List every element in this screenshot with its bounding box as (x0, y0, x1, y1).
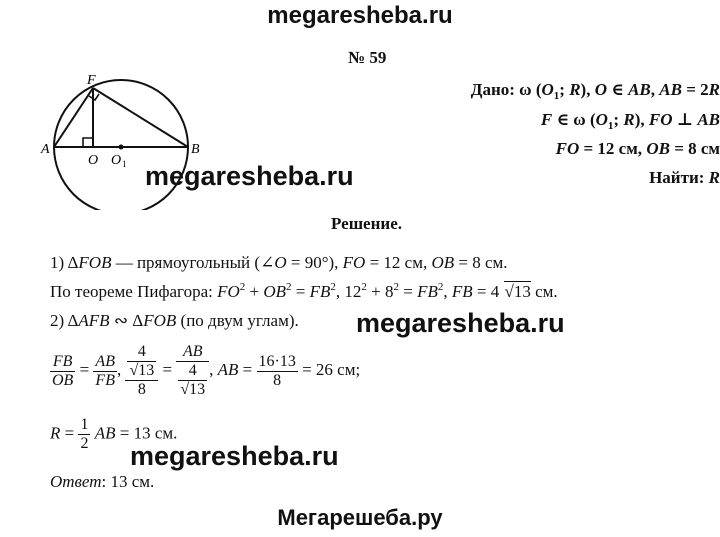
site-footer: Мегарешеба.ру (277, 505, 443, 530)
answer-value: : 13 см. (101, 472, 155, 491)
given-line-2: F ∈ ω ($O_1$; R), FO ⊥ AB (540, 110, 720, 132)
answer-label: Ответ (50, 472, 102, 491)
label-o: O (88, 153, 99, 168)
center-point-o1 (119, 145, 124, 150)
label-a: A (41, 142, 50, 157)
solution-heading: Решение. (331, 214, 402, 233)
watermark: megaresheba.ru (145, 161, 354, 191)
given-label: Дано: (470, 80, 515, 99)
label-o1-subscript: 1 (122, 159, 127, 169)
watermark: megaresheba.ru (130, 441, 339, 471)
solution-step-1b: По теореме Пифагора: $FO^2 + OB^2 = FB^2$, $12^2 + 8^2 = FB^2$, FB = 4 √13 см. (50, 281, 558, 301)
solution-equation: $\frac{FB}{OB}$ = $\frac{AB}{FB}$ , 4 √13 8 = AB 4 √13 , AB = $\frac{16\cdot 13}{8}$ = 26 см; (52, 343, 361, 398)
segment-fb (93, 88, 188, 147)
right-angle-mark-o (83, 138, 93, 147)
find-line: Найти: R (649, 168, 720, 187)
solution-radius: R = $\frac{1}{2}$ AB = 13 см. (50, 416, 178, 452)
solution-step-1: 1) ΔFOB — прямоугольный (∠O = 90°), FO = 12 см, OB = 8 см. (50, 253, 508, 272)
site-header: megaresheba.ru (267, 2, 453, 29)
answer-line (50, 472, 154, 492)
label-o1: O (111, 153, 122, 168)
solution-step-2: 2) ΔAFB ∾ ΔFOB (по двум углам). (50, 311, 299, 330)
problem-number: № 59 (348, 48, 387, 67)
given-line-3: FO = 12 см, OB = 8 см (555, 139, 720, 158)
label-f: F (87, 73, 96, 88)
label-b: B (191, 142, 200, 157)
given-line-1: Дано: ω ($O_1$; R), O ∈ AB, AB = 2R (470, 80, 720, 102)
watermark: megaresheba.ru (356, 308, 565, 338)
